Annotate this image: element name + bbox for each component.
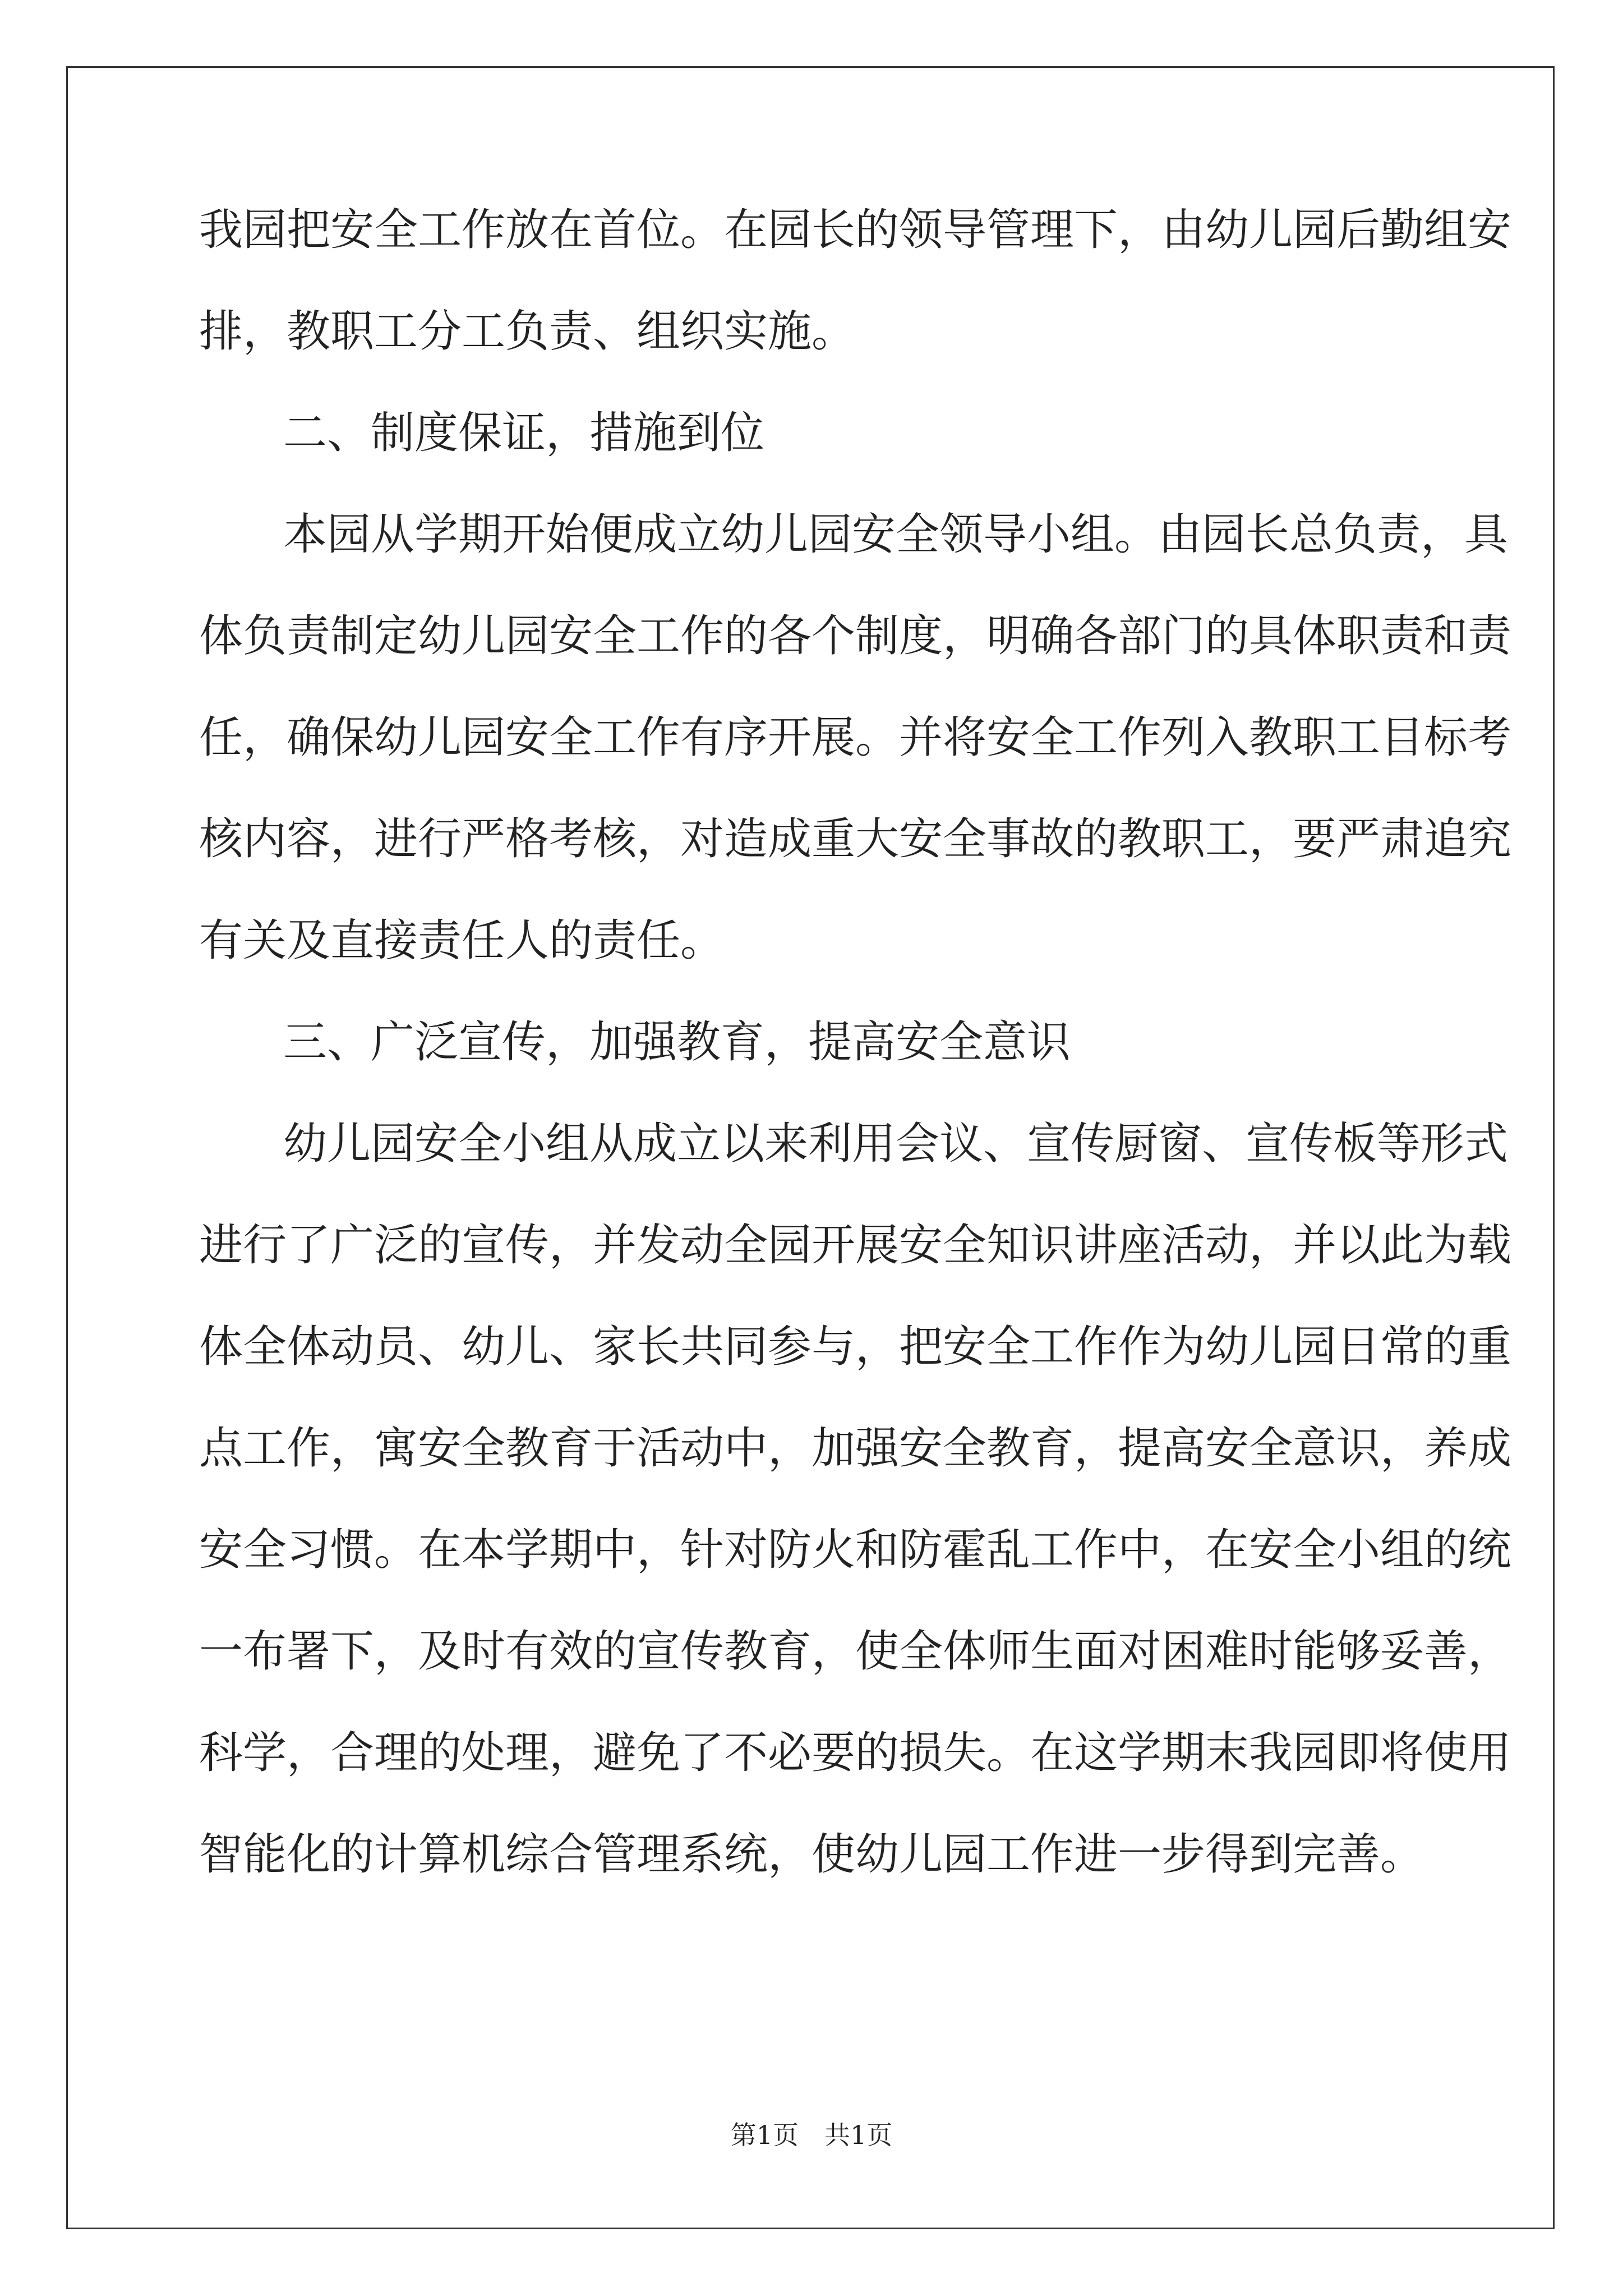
text-line: 体全体动员、幼儿、家长共同参与，把安全工作作为幼儿园日常的重 xyxy=(199,1322,1512,1372)
text-line: 体负责制定幼儿园安全工作的各个制度，明确各部门的具体职责和责 xyxy=(199,611,1512,661)
text-line: 有关及直接责任人的责任。 xyxy=(199,915,725,966)
text-line: 幼儿园安全小组从成立以来利用会议、宣传厨窗、宣传板等形式 xyxy=(283,1119,1509,1169)
text-line: 智能化的计算机综合管理系统，使幼儿园工作进一步得到完善。 xyxy=(199,1829,1424,1880)
section-heading: 二、制度保证，措施到位 xyxy=(283,408,765,458)
text-line: 点工作，寓安全教育于活动中，加强安全教育，提高安全意识，养成 xyxy=(199,1423,1512,1474)
text-line: 安全习惯。在本学期中，针对防火和防霍乱工作中，在安全小组的统 xyxy=(199,1525,1512,1575)
text-line: 进行了广泛的宣传，并发动全园开展安全知识讲座活动，并以此为载 xyxy=(199,1220,1512,1271)
text-line: 科学，合理的处理，避免了不必要的损失。在这学期末我园即将使用 xyxy=(199,1728,1512,1778)
text-line: 核内容，进行严格考核，对造成重大安全事故的教职工，要严肃追究 xyxy=(199,814,1512,864)
page-number-label: 第1页 共1页 xyxy=(730,2120,893,2150)
section-heading: 三、广泛宣传，加强教育，提高安全意识 xyxy=(283,1017,1071,1068)
text-line: 任，确保幼儿园安全工作有序开展。并将安全工作列入教职工目标考 xyxy=(199,712,1512,763)
text-line: 本园从学期开始便成立幼儿园安全领导小组。由园长总负责，具 xyxy=(283,509,1509,560)
text-line: 我园把安全工作放在首位。在园长的领导管理下，由幼儿园后勤组安 xyxy=(199,205,1512,255)
page-footer xyxy=(0,2119,1623,2151)
text-line: 一布署下，及时有效的宣传教育，使全体师生面对困难时能够妥善， xyxy=(199,1626,1512,1677)
text-line: 排，教职工分工负责、组织实施。 xyxy=(199,306,856,357)
